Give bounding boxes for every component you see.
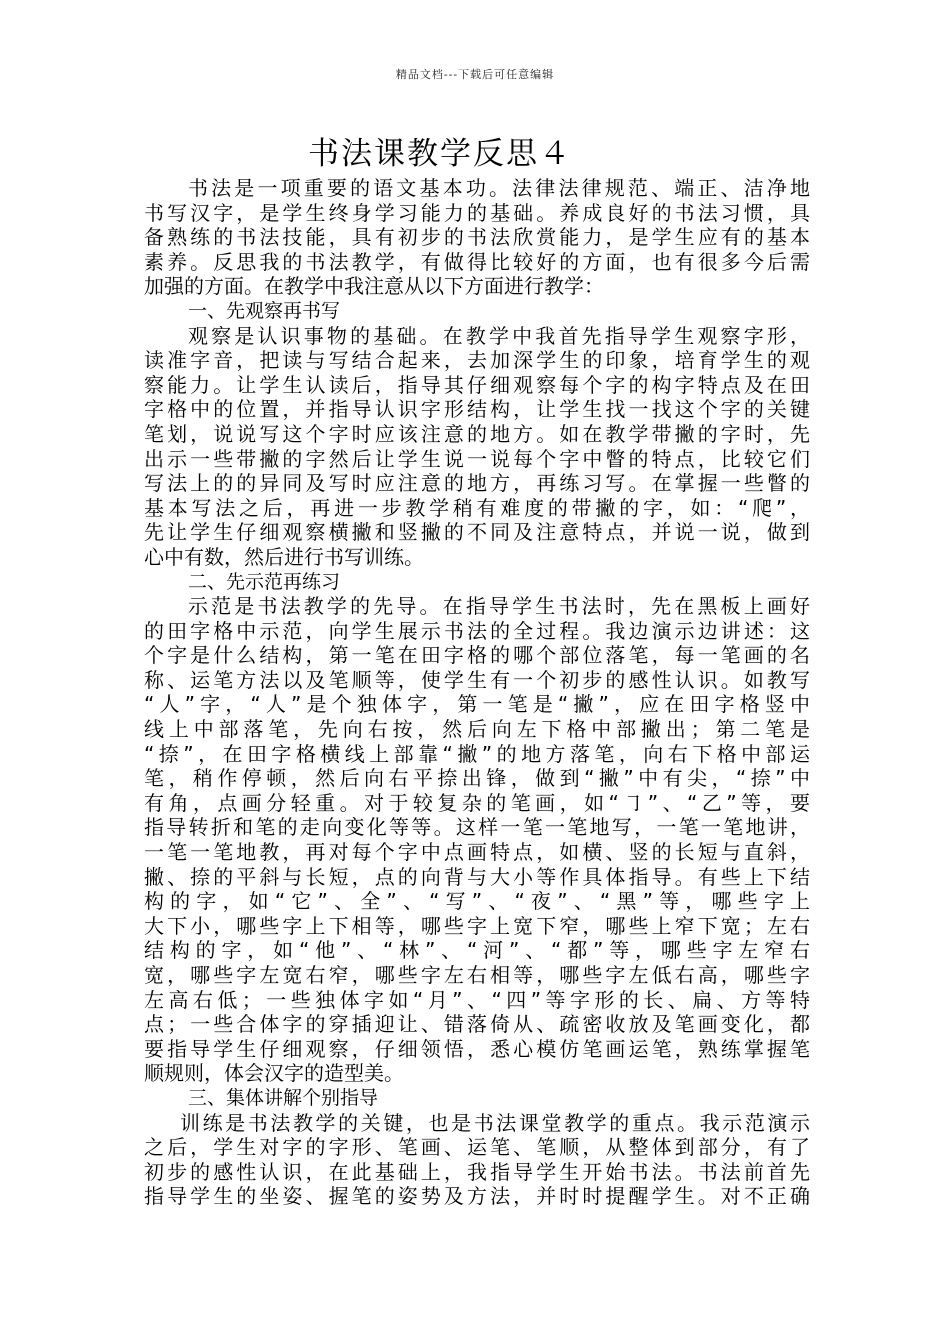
- paragraph-line: 之后，学生对字的字形、笔画、运笔、笔顺，从整体到部分，有了: [144, 1135, 810, 1160]
- paragraph-line: 大下小，哪些字上下相等，哪些字上宽下窄，哪些上窄下宽；左右: [144, 913, 810, 938]
- paragraph-line: 要指导学生仔细观察，仔细领悟，悉心模仿笔画运笔，熟练掌握笔: [144, 1036, 810, 1061]
- paragraph-line: 左高右低；一些独体字如“月”、“四”等字形的长、扁、方等特: [144, 987, 810, 1012]
- page-header: 精品文档---下载后可任意编辑: [395, 68, 555, 81]
- paragraph-line: “捺”，在田字格横线上部靠“撇”的地方落笔，向右下格中部运: [144, 741, 810, 766]
- document-title: 书法课教学反思４: [308, 136, 572, 172]
- section-heading: 三、集体讲解个别指导: [188, 1086, 379, 1109]
- paragraph-line: 字格中的位置，并指导认识字形结构，让学生找一找这个字的关键: [144, 397, 810, 422]
- paragraph-line: 笔划，说说写这个字时应该注意的地方。如在教学带撇的字时，先: [144, 421, 810, 446]
- paragraph-line: 线上中部落笔，先向右按，然后向左下格中部撇出；第二笔是: [144, 717, 810, 742]
- paragraph-line: 写法上的的异同及写时应注意的地方，再练习写。在掌握一些瞥的: [144, 471, 810, 496]
- paragraph-line: 的田字格中示范，向学生展示书法的全过程。我边演示边讲述：这: [144, 618, 810, 643]
- paragraph-line: 初步的感性认识，在此基础上，我指导学生开始书法。书法前首先: [144, 1159, 810, 1184]
- paragraph-line: 指导转折和笔的走向变化等等。这样一笔一笔地写，一笔一笔地讲，: [144, 815, 810, 840]
- paragraph-line: 宽，哪些字左宽右窄，哪些字左右相等，哪些字左低右高，哪些字: [144, 963, 810, 987]
- paragraph-line: 备熟练的书法技能，具有初步的书法欣赏能力，是学生应有的基本: [144, 225, 810, 250]
- section-heading: 二、先示范再练习: [188, 570, 341, 593]
- document-body: [144, 176, 810, 1209]
- paragraph-line: 基本写法之后，再进一步教学稍有难度的带撇的字，如：“爬”，: [144, 495, 810, 520]
- paragraph-line: 观察是认识事物的基础。在教学中我首先指导学生观察字形，: [188, 323, 810, 348]
- paragraph-line: 心中有数，然后进行书写训练。: [144, 544, 424, 569]
- paragraph-line: 称、运笔方法以及笔顺等，使学生有一个初步的感性认识。如教写: [144, 667, 810, 692]
- paragraph-line: 素养。反思我的书法教学，有做得比较好的方面，也有很多今后需: [144, 249, 810, 274]
- paragraph-line: 书写汉字，是学生终身学习能力的基础。养成良好的书法习惯，具: [144, 200, 810, 225]
- paragraph-line: 点；一些合体字的穿插迎让、错落倚从、疏密收放及笔画变化，都: [144, 1012, 810, 1037]
- paragraph-line: 指导学生的坐姿、握笔的姿势及方法，并时时提醒学生。对不正确: [144, 1184, 810, 1209]
- paragraph-line: 构的字，如“它”、全”、“写”、“夜”、“黑”等，哪些字上: [144, 889, 810, 914]
- paragraph-line: 一笔一笔地教，再对每个字中点画特点，如横、竖的长短与直斜，: [144, 840, 810, 865]
- paragraph-line: 书法是一项重要的语文基本功。法律法律规范、端正、洁净地: [188, 176, 810, 200]
- paragraph-line: 出示一些带撇的字然后让学生说一说每个字中瞥的特点，比较它们: [144, 446, 810, 471]
- paragraph-line: 顺规则，体会汉字的造型美。: [144, 1061, 404, 1086]
- paragraph-line: 笔，稍作停顿，然后向右平捺出锋，做到“撇”中有尖，“捺”中: [144, 766, 810, 791]
- paragraph-line: 察能力。让学生认读后，指导其仔细观察每个字的构字特点及在田: [144, 372, 810, 397]
- paragraph-line: 个字是什么结构，第一笔在田字格的哪个部位落笔，每一笔画的名: [144, 643, 810, 668]
- paragraph-line: 撇、捺的平斜与长短，点的向背与大小等作具体指导。有些上下结: [144, 864, 810, 889]
- paragraph-line: 训练是书法教学的关键，也是书法课堂教学的重点。我示范演示: [180, 1110, 810, 1135]
- section-heading: 一、先观察再书写: [188, 299, 341, 322]
- paragraph-line: 示范是书法教学的先导。在指导学生书法时，先在黑板上画好: [188, 594, 810, 619]
- paragraph-line: “人”字，“人”是个独体字，第一笔是“撇”，应在田字格竖中: [144, 692, 810, 717]
- paragraph-line: 有角，点画分轻重。对于较复杂的笔画，如“㇆”、“乙”等，要: [144, 790, 810, 815]
- paragraph-line: 读准字音，把读与写结合起来，去加深学生的印象，培育学生的观: [144, 348, 810, 373]
- paragraph-line: 先让学生仔细观察横撇和竖撇的不同及注意特点，并说一说，做到: [144, 520, 810, 545]
- paragraph-line: 结构的字，如“他”、“林”、“河”、“都”等，哪些字左窄右: [144, 938, 810, 963]
- paragraph-line: 加强的方面。在教学中我注意从以下方面进行教学：: [144, 274, 604, 299]
